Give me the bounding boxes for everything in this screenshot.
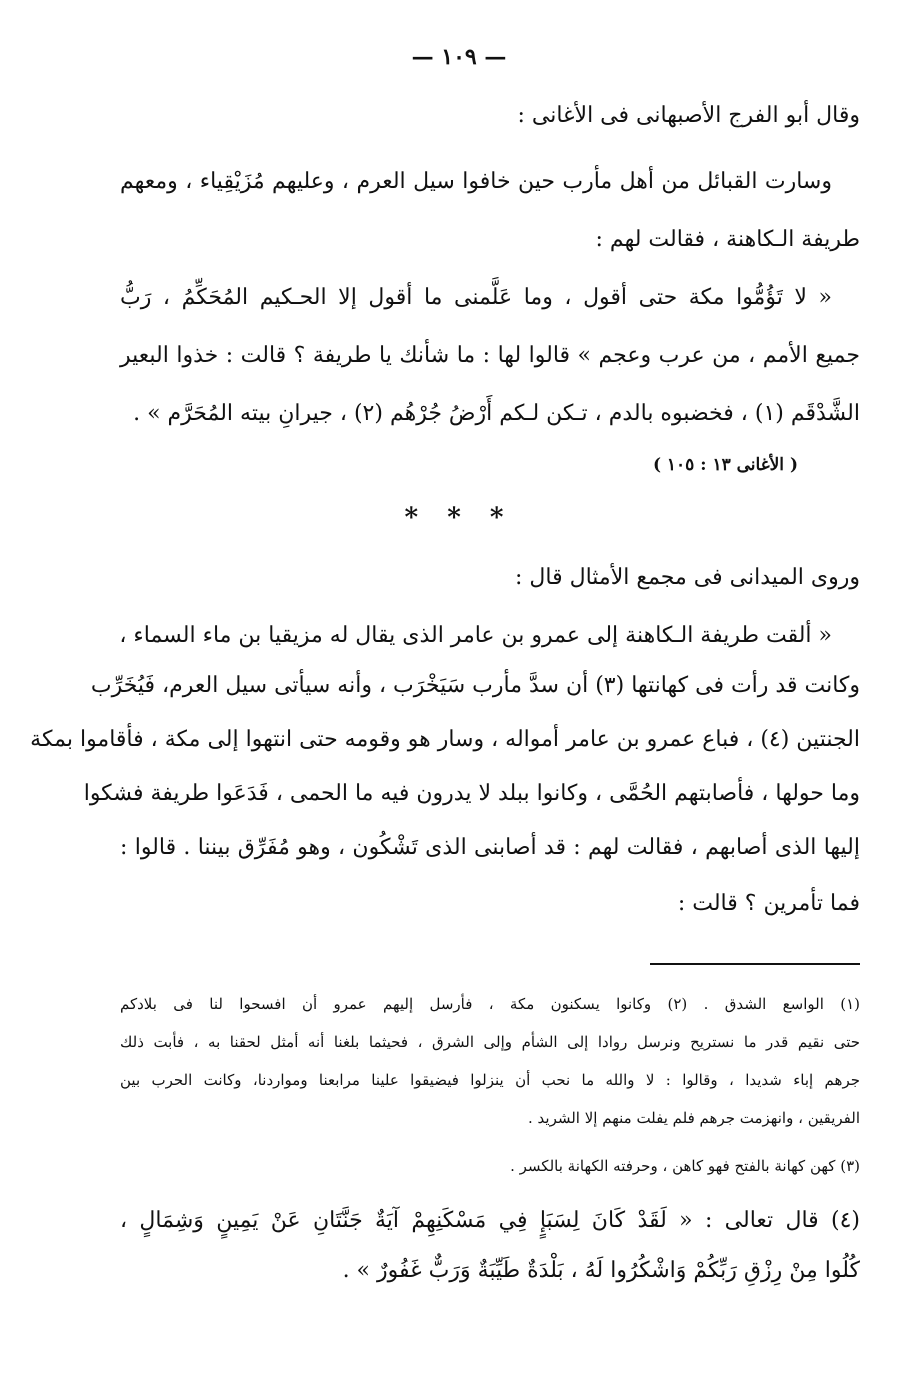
footnote-quran-line: (٤) قال تعالى : « لَقَدْ كَانَ لِسَبَإٍ فِي مَسْكَنِهِمْ آيَةٌ جَنَّتَانِ عَنْ يَمِينٍ وَشِمَالٍ ، (120, 1208, 860, 1233)
citation: ( الأغانى ١٣ : ١٠٥ ) (652, 455, 798, 475)
footnote-line: حتى نقيم قدر ما نستريح ونرسل روادا إلى الشأم وإلى الشرق ، فحيثما بلغنا أنه أمثل لحقنا به ، فأبت ذلك (120, 1033, 860, 1051)
page-number: — ١٠٩ — (411, 44, 507, 70)
section1-intro: وقال أبو الفرج الأصبهانى فى الأغانى : (517, 103, 860, 128)
footnote-line: جرهم إباء شديدا ، وقالوا : لا والله ما نحب أن ينزلوا فيضيقوا علينا مرابعنا ومواردنا، وكانت الحرب بين (120, 1071, 860, 1089)
paragraph-line: « لا تَؤُمُّوا مكة حتى أقول ، وما عَلَّمنى ما أقول إلا الحـكيم المُحَكِّمُ ، رَبُّ (120, 285, 832, 310)
paragraph-line: جميع الأمم ، من عرب وعجم » قالوا لها : ما شأنك يا طريفة ؟ قالت : خذوا البعير (120, 343, 860, 368)
paragraph-line: فما تأمرين ؟ قالت : (677, 891, 860, 916)
paragraph-line: طريفة الـكاهنة ، فقالت لهم : (595, 227, 860, 252)
paragraph-line: وكانت قد رأت فى كهانتها (٣) أن سدَّ مأرب سَيَخْرَب ، وأنه سيأتى سيل العرم، فَيُخَرِّب (90, 673, 860, 698)
section-separator: * * * (404, 503, 514, 533)
paragraph-line: الجنتين (٤) ، فباع عمرو بن عامر أمواله ، وسار هو وقومه حتى انتهوا إلى مكة ، فأقاموا بمكة (30, 727, 860, 752)
paragraph-line: وسارت القبائل من أهل مأرب حين خافوا سيل العرم ، وعليهم مُزَيْقِياء ، ومعهم (120, 169, 832, 194)
paragraph-line: الشَّدْقَم (١) ، فخضبوه بالدم ، تـكن لـكم أَرْضُ جُرْهُم (٢) ، جيرانِ بيته المُحَرَّم » . (133, 401, 860, 426)
footnote-line: (٣) كهن كهانة بالفتح فهو كاهن ، وحرفته الكهانة بالكسر . (510, 1157, 860, 1175)
section2-intro: وروى الميدانى فى مجمع الأمثال قال : (515, 565, 860, 590)
paragraph-line: إليها الذى أصابهم ، فقالت لهم : قد أصابنى الذى تَشْكُون ، وهو مُفَرِّق بيننا . قالوا : (120, 835, 860, 860)
footnote-quran-line: كُلُوا مِنْ رِزْقِ رَبِّكُمْ وَاشْكُرُوا لَهُ ، بَلْدَةٌ طَيِّبَةٌ وَرَبٌّ غَفُورٌ » . (342, 1258, 860, 1283)
paragraph-line: « ألقت طريفة الـكاهنة إلى عمرو بن عامر الذى يقال له مزيقيا بن ماء السماء ، (119, 623, 832, 648)
paragraph-line: وما حولها ، فأصابتهم الحُمَّى ، وكانوا ببلد لا يدرون فيه ما الحمى ، فَدَعَوا طريفة فشكوا (83, 781, 860, 806)
footnote-rule (650, 963, 860, 965)
footnote-line: (١) الواسع الشدق . (٢) وكانوا يسكنون مكة ، فأرسل إليهم عمرو أن افسحوا لنا فى بلادكم (120, 995, 860, 1013)
footnote-line: الفريقين ، وانهزمت جرهم فلم يفلت منهم إلا الشريد . (527, 1109, 860, 1127)
